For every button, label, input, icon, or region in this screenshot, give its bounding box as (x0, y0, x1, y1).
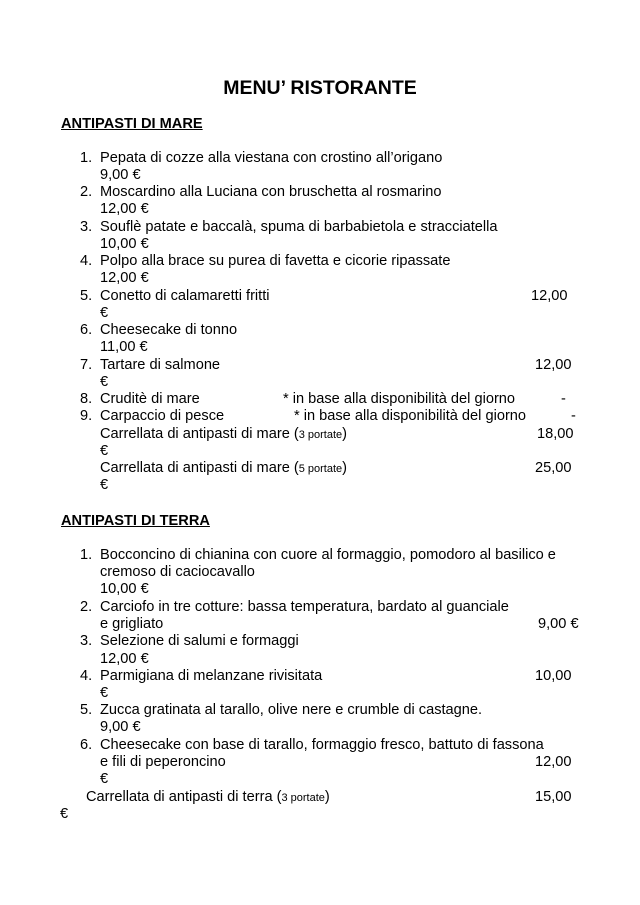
item-number: 3. (80, 219, 93, 235)
item-price-currency: € (100, 305, 109, 321)
item-name: Polpo alla brace su purea di favetta e cicorie ripassate (100, 253, 451, 269)
item-price: 12,00 € (100, 270, 149, 286)
item-price: 12,00 € (100, 201, 149, 217)
item-price: - (571, 408, 576, 424)
item-name: Tartare di salmone (100, 357, 221, 373)
item-number: 1. (80, 547, 93, 563)
item-number: 6. (80, 322, 93, 338)
item-price-currency: € (100, 685, 109, 701)
item-price: 10,00 € (100, 236, 149, 252)
item-name: Bocconcino di chianina con cuore al formaggio, pomodoro al basilico e (100, 547, 556, 563)
item-price-amount: 12,00 (535, 754, 572, 770)
item-number: 1. (80, 150, 93, 166)
platter-name (100, 426, 347, 444)
item-name: Cruditè di mare (100, 391, 200, 407)
item-name-continued: e fili di peperoncino (100, 754, 226, 770)
section-heading-terra: ANTIPASTI DI TERRA (61, 513, 210, 529)
item-number: 2. (80, 184, 93, 200)
item-price: - (561, 391, 566, 407)
platter-close-paren: ) (324, 789, 330, 805)
platter-courses: 5 portate (298, 463, 343, 475)
item-number: 5. (80, 288, 93, 304)
platter-name (100, 460, 347, 478)
item-name: Souflè patate e baccalà, spuma di barbabietola e stracciatella (100, 219, 498, 235)
platter-label: Carrellata di antipasti di mare ( (100, 426, 299, 442)
item-availability-note: * in base alla disponibilità del giorno (283, 391, 516, 407)
platter-price-amount: 25,00 (535, 460, 572, 476)
item-name: Moscardino alla Luciana con bruschetta al rosmarino (100, 184, 442, 200)
item-number: 8. (80, 391, 93, 407)
item-price-amount: 12,00 (535, 357, 572, 373)
item-price: 9,00 € (100, 719, 141, 735)
item-number: 2. (80, 599, 93, 615)
platter-courses: 3 portate (298, 429, 343, 441)
item-number: 7. (80, 357, 93, 373)
item-price-currency: € (100, 771, 109, 787)
item-name: Conetto di calamaretti fritti (100, 288, 270, 304)
item-price-currency: € (100, 374, 109, 390)
platter-label: Carrellata di antipasti di terra ( (86, 789, 282, 805)
item-name: Cheesecake con base di tarallo, formaggio fresco, battuto di fassona (100, 737, 544, 753)
item-number: 4. (80, 668, 93, 684)
platter-price-amount: 18,00 (537, 426, 574, 442)
item-number: 6. (80, 737, 93, 753)
item-name: Carciofo in tre cotture: bassa temperatura, bardato al guanciale (100, 599, 509, 615)
item-name-continued: cremoso di caciocavallo (100, 564, 255, 580)
item-name: Pepata di cozze alla viestana con crostino all’origano (100, 150, 443, 166)
section-heading-mare: ANTIPASTI DI MARE (61, 116, 203, 132)
item-price: 9,00 € (538, 616, 579, 632)
item-number: 5. (80, 702, 93, 718)
platter-price-currency: € (100, 477, 109, 493)
item-number: 9. (80, 408, 93, 424)
platter-close-paren: ) (342, 460, 348, 476)
item-name: Selezione di salumi e formaggi (100, 633, 299, 649)
platter-price-currency: € (100, 443, 109, 459)
page-title: MENU’ RISTORANTE (223, 77, 417, 99)
item-name: Cheesecake di tonno (100, 322, 238, 338)
platter-close-paren: ) (342, 426, 348, 442)
item-price: 10,00 € (100, 581, 149, 597)
item-name: Zucca gratinata al tarallo, olive nere e crumble di castagne. (100, 702, 483, 718)
item-price: 11,00 € (100, 339, 148, 355)
platter-label: Carrellata di antipasti di mare ( (100, 460, 299, 476)
item-price: 12,00 € (100, 651, 149, 667)
item-price: 9,00 € (100, 167, 141, 183)
item-name: Parmigiana di melanzane rivisitata (100, 668, 323, 684)
platter-price-amount: 15,00 (535, 789, 572, 805)
item-price-amount: 10,00 (535, 668, 572, 684)
item-number: 4. (80, 253, 93, 269)
item-name: Carpaccio di pesce (100, 408, 225, 424)
item-price-amount: 12,00 (531, 288, 568, 304)
platter-name (86, 789, 330, 807)
item-number: 3. (80, 633, 93, 649)
item-availability-note: * in base alla disponibilità del giorno (294, 408, 527, 424)
platter-price-currency: € (60, 806, 69, 822)
platter-courses: 3 portate (281, 792, 325, 804)
item-name-continued: e grigliato (100, 616, 164, 632)
